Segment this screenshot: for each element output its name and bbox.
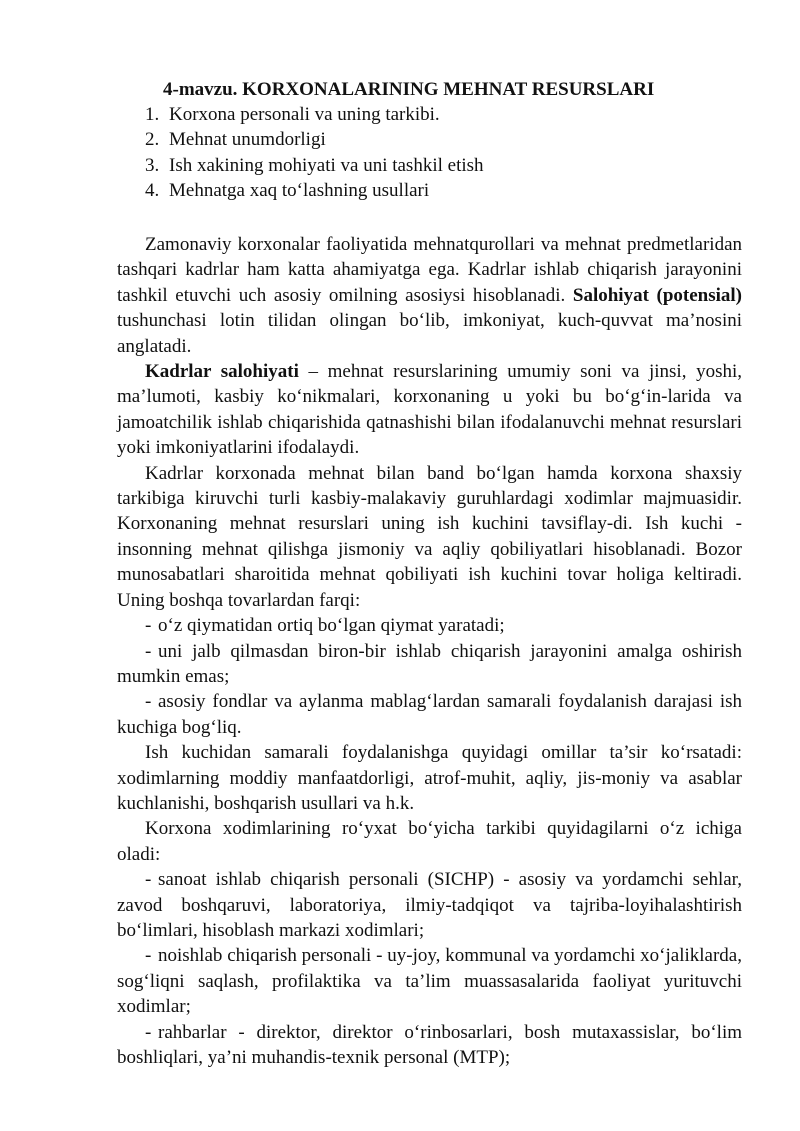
dash-item	[117, 639, 742, 690]
dash-marker: -	[145, 640, 152, 662]
paragraph-omillar: Ish kuchidan samarali foydalanishga quyidagi omillar ta’sir ko‘rsatadi: xodimlarning moddiy manfaatdorligi, atrof-muhit, aqliy, jis-moniy va asablar kuchlanishi, boshqarish usullari va h.k.	[117, 742, 742, 814]
document-body	[117, 232, 742, 1070]
paragraph-tarkib: Korxona xodimlarining ro‘yxat bo‘yicha tarkibi quyidagilarni o‘z ichiga oladi:	[117, 818, 742, 865]
paragraph-text: – mehnat resurslarining umumiy soni va jinsi, yoshi, ma’lumoti, kasbiy ko‘nikmalari, korxonaning u yoki bu bo‘g‘in-larida va jamoatchilik ishlab chiqarishida qatnashishi bilan ifodalanuvchi mehnat resurslari yoki imkoniyatlarini ifodalaydi.	[117, 361, 742, 459]
dash-item-text: rahbarlar - direktor, direktor o‘rinbosarlari, bosh mutaxassislar, bo‘lim boshliqlari, ya’ni muhandis-texnik personal (MTP);	[117, 1021, 742, 1068]
dash-marker: -	[145, 1021, 152, 1043]
outline-text: Ish xakining mohiyati va uni tashkil etish	[169, 154, 484, 176]
paragraph-text: tushunchasi lotin tilidan olingan bo‘lib, imkoniyat, kuch-quvvat ma’nosini anglatadi.	[117, 310, 742, 357]
dash-marker: -	[145, 869, 152, 891]
outline-item	[145, 153, 484, 178]
paragraph-kadrlar-salohiyati	[117, 359, 742, 461]
dash-item-text: uni jalb qilmasdan biron-bir ishlab chiqarish jarayonini amalga oshirish mumkin emas;	[117, 640, 742, 687]
dash-item	[117, 613, 742, 638]
paragraph-intro	[117, 232, 742, 359]
dash-item	[117, 943, 742, 1019]
dash-item	[117, 867, 742, 943]
outline-item	[145, 127, 484, 152]
outline-text: Mehnatga xaq to‘lashning usullari	[169, 180, 430, 202]
outline-item	[145, 178, 484, 203]
dash-item-text: asosiy fondlar va aylanma mablag‘lardan samarali foydalanish darajasi ish kuchiga bog‘liq.	[117, 691, 742, 738]
dash-item	[117, 1020, 742, 1071]
topic-outline	[145, 102, 484, 204]
term-salohiyat: Salohiyat (potensial)	[572, 284, 742, 306]
term-kadrlar-salohiyati: Kadrlar salohiyati	[145, 361, 299, 383]
dash-item-text: noishlab chiqarish personali - uy-joy, kommunal va yordamchi xo‘jaliklarda, sog‘liqni saqlash, profilaktika va ta’lim muassasalarida faoliyat yurituvchi xodimlar;	[117, 945, 742, 1018]
dash-item	[117, 689, 742, 740]
outline-number: 2.	[145, 129, 160, 151]
paragraph-kadrlar: Kadrlar korxonada mehnat bilan band bo‘lgan hamda korxona shaxsiy tarkibiga kiruvchi turli kasbiy-malakaviy guruhlardagi xodimlar majmuasidir. Korxonaning mehnat resurslari uning ish kuchini tavsiflay-di. Ish kuchi - insonning mehnat qilishga jismoniy va aqliy qobiliyatlari hisoblanadi. Bozor munosabatlari sharoitida mehnat qobiliyati ish kuchini tovar holiga keltiradi. Uning boshqa tovarlardan farqi:	[117, 462, 742, 611]
dash-marker: -	[145, 615, 152, 637]
outline-number: 3.	[145, 154, 160, 176]
outline-item	[145, 102, 484, 127]
paragraph-text: Zamonaviy korxonalar faoliyatida mehnatqurollari va mehnat predmetlaridan tashqari kadrlar ham katta ahamiyatga ega. Kadrlar ishlab chiqarish jarayonini tashkil etuvchi uch asosiy omilning asosiysi hisoblanadi.	[117, 234, 742, 306]
dash-marker: -	[145, 945, 152, 967]
dash-item-text: o‘z qiymatidan ortiq bo‘lgan qiymat yaratadi;	[158, 615, 505, 637]
outline-text: Korxona personali va uning tarkibi.	[169, 104, 440, 125]
dash-marker: -	[145, 691, 152, 713]
outline-number: 4.	[145, 180, 160, 202]
outline-text: Mehnat unumdorligi	[169, 129, 326, 151]
outline-number: 1.	[145, 104, 160, 125]
page-title: 4-mavzu. KORXONALARINING MEHNAT RESURSLARI	[163, 79, 655, 100]
dash-item-text: sanoat ishlab chiqarish personali (SICHP) - asosiy va yordamchi sehlar, zavod boshqaruvi, laboratoriya, ilmiy-tadqiqot va tajriba-loyihalashtirish bo‘limlari, hisoblash markazi xodimlari;	[117, 869, 742, 941]
